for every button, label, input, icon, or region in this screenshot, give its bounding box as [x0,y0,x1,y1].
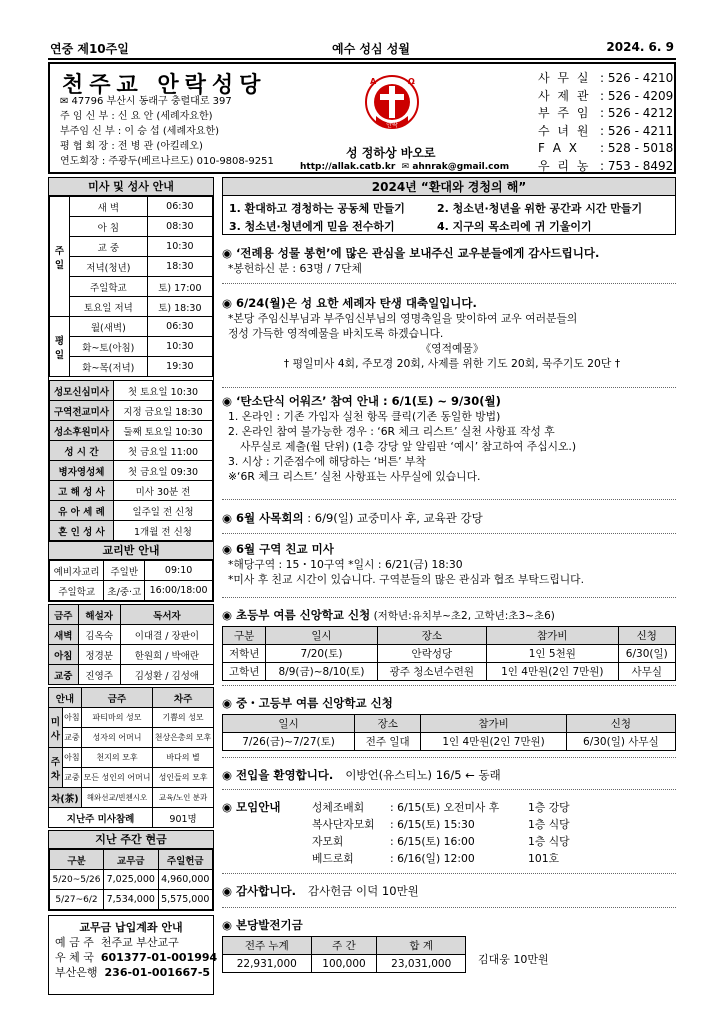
left-sidebar [48,177,218,995]
choir-table: 안내 금주 차주 미사 아침 파티마의 성모 기쁨의 성모 교중 성자의 어머니 천상은총의 모후 주차 아침 천지의 모후 바다의 별 교중 모든 성인의 어머니 성인들의 모후 차(茶) 해와선교/빈첸시오 교육/노인 분과 지난주 미사참례 901명 [48,687,214,828]
notice-feast: ◉ 6/24(월)은 성 요한 세례자 탄생 대축일입니다. *본당 주임신부님과 부주임신부님의 영명축일을 맞이하여 교우 여러분들의 정성 가득한 영적예물을 바치도록 하겠습니다. 《영적예물》 † 평일미사 4회, 주모경 20회, 사제를 위한 기도 20회, 묵주기도 20단 † [222,296,621,370]
bulletin-header [48,62,676,174]
pastor: 주 임 신 부 : 신 요 안 (세례자요한) [60,111,213,122]
email-link[interactable]: ahnrak@gmail.com [412,162,510,172]
contact-row: 우 리 농 : 753 - 8492 [538,158,674,173]
parish-title: 천주교 안락성당 [62,72,267,98]
council-president: 평 협 회 장 : 전 병 관 (아킬레오) [60,141,203,152]
liturgical-week: 연중 제10주일 [50,42,129,56]
parish-logo [362,70,422,140]
bulletin-date: 2024. 6. 9 [606,40,674,54]
notice-offering-thanks: ◉ ‘전례용 성물 봉헌’에 많은 관심을 보내주신 교우분들에게 감사드립니다. *봉헌하신 분 : 63명 / 7단체 [222,246,600,275]
offerings-title: 지난 주간 현금 [49,831,213,849]
patron-saint: 성 정하상 바오로 [346,146,436,160]
notice-thanks: ◉ 감사합니다. 감사헌금 이덕 10만원 [222,884,419,898]
offerings-box: 지난 주간 현금 구분 교무금 주일헌금 5/20~5/26 7,025,000 4,960,000 5/27~6/2 7,534,000 5,575,000 [48,830,214,911]
year-theme: 2024년 “환대와 경청의 해” 1. 환대하고 경청하는 공동체 만들기 2. 청소년·청년을 위한 공간과 시간 만들기 3. 청소년·청년에게 믿음 전수하기 4. 지구의 목소리에 귀 기울이기 [222,177,676,235]
email-icon: ✉ [401,162,410,172]
logo-letter-omega: Ω [408,77,415,86]
contact-row: 수 녀 원 : 526 - 4211 [538,123,674,138]
notices-column: 2024년 “환대와 경청의 해” 1. 환대하고 경청하는 공동체 만들기 2. 청소년·청년을 위한 공간과 시간 만들기 3. 청소년·청년에게 믿음 전수하기 4. 지구의 목소리에 귀 기울이기 ◉ ‘전례용 성물 봉헌’에 많은 관심을 보내주신 교우분들에게 감사드립니다. *봉헌하신 분 : 63명 / 7단체 ◉ 6/24(월)은 성 요한 세례자 탄생 대축일입니다. *본당 주임신부님과 부주임신부님의 영명축일을 맞이하여 교우 여러분들의 정성 가득한 영적예물을 바치도록 하겠습니다. 《영적예물》 † 평일미사 4회, 주모경 20회, 사제를 위한 기도 20회, 묵주기도 20단 † ◉ ‘탄소단식 어워즈’ 참여 안내 : 6/1(토) ~ 9/30(월) 1. 온라인 : 기존 가입자 실천 항목 클릭(기존 동일한 방법) 2. 온라인 참여 불가능한 경우 : ‘6R 체크 리스트’ 실천 사항표 작성 후 사무실로 제출(월 단위) (1층 강당 앞 알림판 ‘예시’ 참고하여 주십시오.) 3. 시상 : 기준점수에 해당하는 ‘버튼’ 부착 ※‘6R 체크 리스트’ 실천 사항표는 사무실에 있습니다. ◉ 6월 사목회의 : 6/9(일) 교중미사 후, 교육관 강당 ◉ 6월 구역 친교 미사 *해당구역 : 15・10구역 *일시 : 6/21(금) 18:30 *미사 후 친교 시간이 있습니다. 구역분들의 많은 관심과 협조 부탁드립니다. ◉ 초등부 여름 신앙학교 신청 (저학년:유치부~초2, 고학년:초3~초6) 구분 일시 장소 참가비 신청 저학년 7/20(토) 안락성당 1인 5천원 6/30(일) 고학년 8/9(금)~8/10(토) 광주 청소년수련원 1인 4만원(2인 7만원) 사무실 ◉ 중・고등부 여름 신앙학교 신청 일시 장소 참가비 신청 7/26(금)~7/27(토) 전주 일대 1인 4만원(2인 7만원) 6/30(일) 사무실 ◉ 전입을 환영합니다. 이방언(유스티노) 16/5 ← 동래 ◉ 모임안내 성체조배회 : 6/15(토) 오전미사 후 1층 강당 복사단자모회 : 6/15(토) 15:30 1층 식당 자모회 : 6/15(토) 16:00 1층 식당 베드로회 : 6/16(일) 12:00 101호 ◉ 감사합니다. 감사헌금 이덕 10만원 ◉ 본당발전기금 전주 누계 주 간 합 계 22,931,000 100,000 23,031,000 김대웅 10만원 [222,177,676,235]
web-links [300,162,509,172]
notice-development-fund: ◉ 본당발전기금 전주 누계 주 간 합 계 22,931,000 100,000 23,031,000 김대웅 10만원 [222,917,676,973]
notice-district-mass: ◉ 6월 구역 친교 미사 *해당구역 : 15・10구역 *일시 : 6/21(금) 18:30 *미사 후 친교 시간이 있습니다. 구역분들의 많은 관심과 협조 부탁드립니다. [222,542,585,586]
notice-carbon: ◉ ‘탄소단식 어워즈’ 참여 안내 : 6/1(토) ~ 9/30(월) 1. 온라인 : 기존 가입자 실천 항목 클릭(기존 동일한 방법) 2. 온라인 참여 불가능한 경우 : ‘6R 체크 리스트’ 실천 사항표 작성 후 사무실로 제출(월 단위) (1층 강당 앞 알림판 ‘예시’ 참고하여 주십시오.) 3. 시상 : 기준점수에 해당하는 ‘버튼’ 부착 ※‘6R 체크 리스트’ 실천 사항표는 사무실에 있습니다. [222,394,577,483]
notice-council: ◉ 6월 사목회의 : 6/9(일) 교중미사 후, 교육관 강당 [222,511,483,525]
fund-donor: 김대웅 10만원 [478,953,549,966]
theme-title: 2024년 “환대와 경청의 해” [223,178,675,196]
assistant-pastor: 부주임 신 부 : 이 승 섭 (세례자요한) [60,126,220,137]
top-bar [48,30,676,60]
notice-welcome: ◉ 전입을 환영합니다. 이방언(유스티노) 16/5 ← 동래 [222,768,501,782]
account-title: 교무금 납입계좌 안내 [79,921,183,934]
month-theme: 예수 성심 성월 [332,42,410,56]
contact-row: F A X : 528 - 5018 [538,141,674,155]
readers-table: 금주 해설자 독서자 새벽 김옥숙 이대결 / 장판이 아침 정경분 한원희 / 박애란 교중 진영주 김성환 / 김성애 [48,604,214,685]
account-box: 교무금 납입계좌 안내 예 금 주 천주교 부산교구 우 체 국 601377-01-001994 부산은행 236-01-001667-5 [48,915,214,995]
contact-row: 사 무 실 : 526 - 4210 [538,71,674,85]
contact-row: 사 제 관 : 526 - 4209 [538,88,674,103]
contact-list [538,70,673,175]
notice-elementary-camp: ◉ 초등부 여름 신앙학교 신청 (저학년:유치부~초2, 고학년:초3~초6) 구분 일시 장소 참가비 신청 저학년 7/20(토) 안락성당 1인 5천원 6/30(일) 고학년 8/9(금)~8/10(토) 광주 청소년수련원 1인 4만원(2인 7만원) 사무실 [222,607,676,681]
weekday-label: 평일 [50,317,70,377]
address: ✉ 47796 부산시 동래구 충렬대로 397 [60,96,232,107]
contact-row: 부 주 임 : 526 - 4212 [538,106,674,120]
logo-text: 안락 [386,122,398,129]
logo-letter-alpha: A [370,77,377,86]
attendance-label: 지난주 미사참례 [49,808,153,828]
notice-youth-camp: ◉ 중・고등부 여름 신앙학교 신청 일시 장소 참가비 신청 7/26(금)~7/27(토) 전주 일대 1인 4만원(2인 7만원) 6/30(일) 사무실 [222,695,676,751]
catechism-title: 교리반 안내 [49,542,213,560]
catechism-classes: 교리반 안내 예비자교리 주일반 09:10 주일학교 초/중·고 16:00/18:00 [48,542,214,602]
website-link[interactable]: http://allak.catb.kr [300,162,396,172]
sunday-label: 주일 [50,197,70,317]
mass-schedule: 미사 및 성사 안내 주일 새 벽 06:30 아 침 08:30 교 중 10:30 저녁(청년) 18:30 주일학교 토) 17:00 토요일 저녁 토) 18:30 평일 월(새벽) 06:30 화~토(아침) 10:30 화~목(저녁) 19:30 성모신심미사 첫 토요일 10:30 구역전교미사 지정 금요일 18:30 성소후원미사 둘째 토요일 10:30 성 시 간 첫 금요일 11:00 병자영성체 첫 금요일 09:30 고 해 성 사 미사 30분 전 유 아 세 례 일주일 전 신청 혼 인 성 사 1개월 전 신청 [48,177,214,542]
mass-schedule-title: 미사 및 성사 안내 [49,178,213,196]
prayer-president: 연도회장 : 주광두(베르나르도) 010-9808-9251 [60,156,274,167]
attendance-value: 901명 [153,808,214,828]
parish-info [60,94,274,169]
